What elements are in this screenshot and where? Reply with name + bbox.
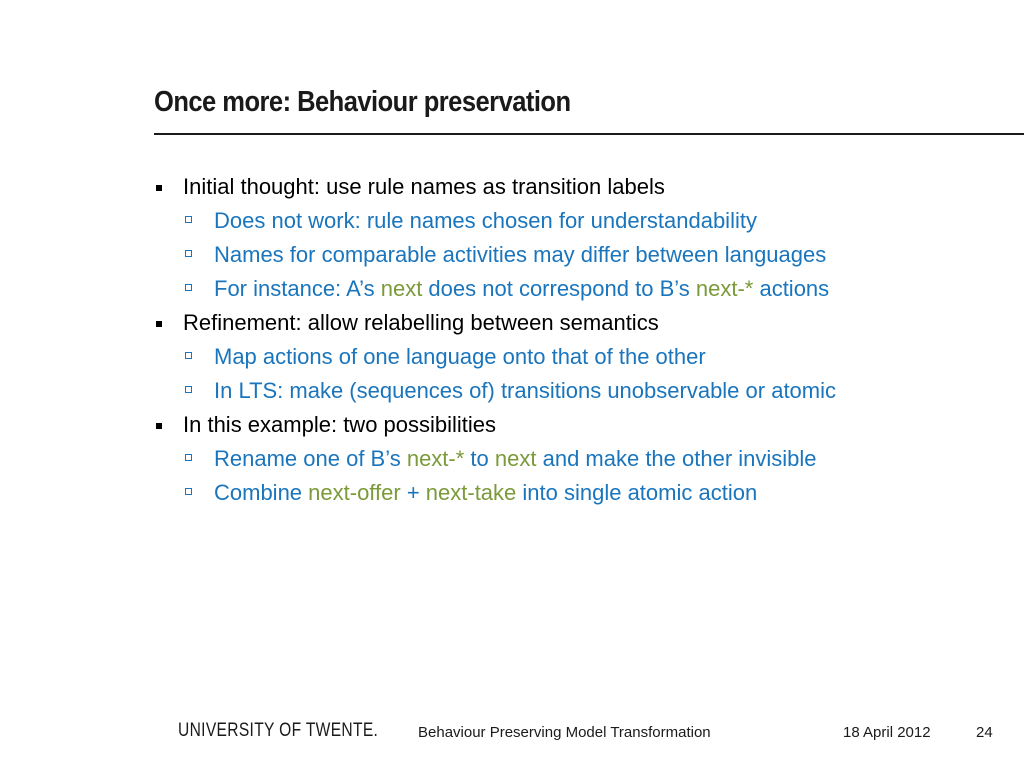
hollow-square-bullet-icon: [185, 488, 192, 495]
title-divider: [154, 133, 1024, 135]
sub-bullet-text: Rename one of B’s: [214, 446, 407, 471]
slide-footer: [0, 718, 1024, 748]
slide-title: Once more: Behaviour preservation: [154, 86, 571, 118]
square-bullet-icon: [156, 423, 162, 429]
highlighted-term: next-take: [425, 480, 517, 505]
hollow-square-bullet-icon: [185, 284, 192, 291]
bullet-list: [154, 170, 1014, 510]
sub-bullet-text: does not correspond to B’s: [422, 276, 696, 301]
bullet-text: Initial thought: use rule names as transition labels: [183, 174, 665, 199]
bullet-text: Refinement: allow relabelling between semantics: [183, 310, 659, 335]
bullet-item: [154, 408, 1014, 442]
sub-bullet-text: Combine: [214, 480, 309, 505]
sub-bullet-item: [154, 374, 1014, 408]
sub-bullet-text: actions: [753, 276, 830, 301]
highlighted-term: next: [494, 446, 537, 471]
sub-bullet-text: Map actions of one language onto that of the other: [214, 344, 706, 369]
footer-presentation-title: Behaviour Preserving Model Transformation: [418, 724, 711, 741]
sub-bullet-text: +: [400, 480, 426, 505]
hollow-square-bullet-icon: [185, 216, 192, 223]
hollow-square-bullet-icon: [185, 250, 192, 257]
highlighted-term: next-*: [695, 276, 754, 301]
sub-bullet-text: to: [464, 446, 495, 471]
hollow-square-bullet-icon: [185, 352, 192, 359]
sub-bullet-text: and make the other invisible: [536, 446, 817, 471]
bullet-item: [154, 306, 1014, 340]
sub-bullet-item: [154, 238, 1014, 272]
hollow-square-bullet-icon: [185, 386, 192, 393]
sub-bullet-item: [154, 272, 1014, 306]
sub-bullet-item: [154, 340, 1014, 374]
university-logo: UNIVERSITY OF TWENTE.: [178, 720, 379, 741]
sub-bullet-item: [154, 442, 1014, 476]
bullet-item: [154, 170, 1014, 204]
square-bullet-icon: [156, 185, 162, 191]
page-number: 24: [976, 724, 993, 741]
footer-date: 18 April 2012: [843, 724, 931, 741]
square-bullet-icon: [156, 321, 162, 327]
sub-bullet-item: [154, 476, 1014, 510]
highlighted-term: next: [380, 276, 423, 301]
hollow-square-bullet-icon: [185, 454, 192, 461]
sub-bullet-text: into single atomic action: [516, 480, 758, 505]
sub-bullet-text: Does not work: rule names chosen for understandability: [214, 208, 757, 233]
sub-bullet-text: Names for comparable activities may differ between languages: [214, 242, 827, 267]
sub-bullet-text: For instance: A’s: [214, 276, 381, 301]
highlighted-term: next-*: [406, 446, 465, 471]
sub-bullet-text: In LTS: make (sequences of) transitions unobservable or atomic: [214, 378, 837, 403]
highlighted-term: next-offer: [308, 480, 401, 505]
bullet-text: In this example: two possibilities: [183, 412, 497, 437]
sub-bullet-item: [154, 204, 1014, 238]
